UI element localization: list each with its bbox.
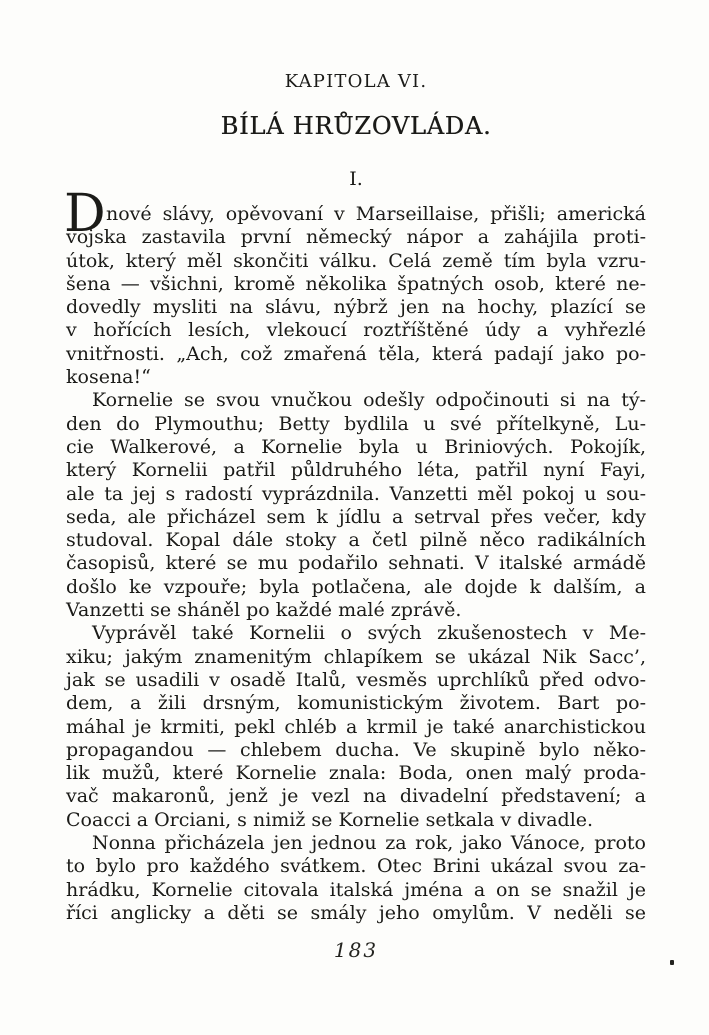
text-line: jak se usadili v osadě Italů, vesměs uprchlíků před odvo- <box>66 668 646 691</box>
text-line: studoval. Kopal dále stoky a četl pilně něco radikálních <box>66 529 646 552</box>
paragraph <box>66 622 646 832</box>
text-line: v hořících lesích, vlekoucí roztříštěné údy a vyhřezlé <box>66 319 646 342</box>
text-line: Vyprávěl také Kornelii o svých zkušenostech v Me- <box>92 622 646 645</box>
text-line: kosena!“ <box>66 366 151 389</box>
text-line: šena — všichni, kromě několika špatných osob, které ne- <box>66 272 646 295</box>
paragraph <box>66 389 646 622</box>
text-line: říci anglicky a děti se smály jeho omylům. V neděli se <box>66 901 646 924</box>
text-line: došlo ke vzpouře; byla potlačena, ale dojde k dalším, a <box>66 575 646 598</box>
text-line: máhal je krmiti, pekl chléb a krmil je také anarchistickou <box>66 715 646 738</box>
text-line: dovedly mysliti na slávu, nýbrž jen na hochy, plazící se <box>66 296 646 319</box>
text-line: který Kornelii patřil půldruhého léta, patřil nyní Fayi, <box>66 459 646 482</box>
text-line: cie Walkerové, a Kornelie byla u Briniových. Pokojík, <box>66 435 646 458</box>
text-line: vnitřnosti. „Ach, což zmařená těla, která padají jako po- <box>66 342 646 365</box>
text-line: den do Plymouthu; Betty bydlila u své přítelkyně, Lu- <box>66 412 646 435</box>
text-line: seda, ale přicházel sem k jídlu a setrval přes večer, kdy <box>66 505 646 528</box>
text-line: Vanzetti se sháněl po každé malé zprávě. <box>66 599 462 622</box>
text-line: časopisů, které se mu podařilo sehnati. V italské armádě <box>66 552 646 575</box>
text-line: Coacci a Orciani, s nimiž se Kornelie setkala v divadle. <box>66 808 594 831</box>
initial-cap: D <box>64 184 106 244</box>
section-number: I. <box>349 168 363 190</box>
text-body <box>64 184 646 925</box>
text-line: vač makaronů, jenž je vezl na divadelní představení; a <box>66 785 646 808</box>
text-line: Kornelie se svou vnučkou odešly odpočinouti si na tý- <box>92 389 646 412</box>
text-line: útok, který měl skončiti válku. Celá země tím byla vzru- <box>66 249 646 272</box>
page-number: 183 <box>333 938 379 962</box>
text-line: vojska zastavila první německý nápor a zahájila proti- <box>66 226 646 249</box>
text-line: dem, a žili drsným, komunistickým životem. Bart po- <box>66 692 646 715</box>
paragraph <box>64 184 646 389</box>
text-line: ale ta jej s radostí vyprázdnila. Vanzetti měl pokoj u sou- <box>66 482 646 505</box>
text-line-content: nové slávy, opěvovaní v Marseillaise, přišli; americká <box>106 203 646 225</box>
text-line: xiku; jakým znamenitým chlapíkem se ukázal Nik Sacc’, <box>66 645 646 668</box>
text-line: to bylo pro každého svátkem. Otec Brini ukázal svou za- <box>66 855 646 878</box>
page-title: BÍLÁ HRŮZOVLÁDA. <box>220 112 492 140</box>
chapter-heading: KAPITOLA VI. <box>284 71 428 92</box>
text-line: hrádku, Kornelie citovala italská jména a on se snažil je <box>66 878 646 901</box>
text-line: propagandou — chlebem ducha. Ve skupině bylo něko- <box>66 738 646 761</box>
text-line: lik mužů, které Kornelie znala: Boda, onen malý proda- <box>66 762 646 785</box>
paragraph <box>66 832 646 925</box>
ink-speck-artifact <box>670 960 674 965</box>
text-line: Nonna přicházela jen jednou za rok, jako Vánoce, proto <box>92 832 646 855</box>
